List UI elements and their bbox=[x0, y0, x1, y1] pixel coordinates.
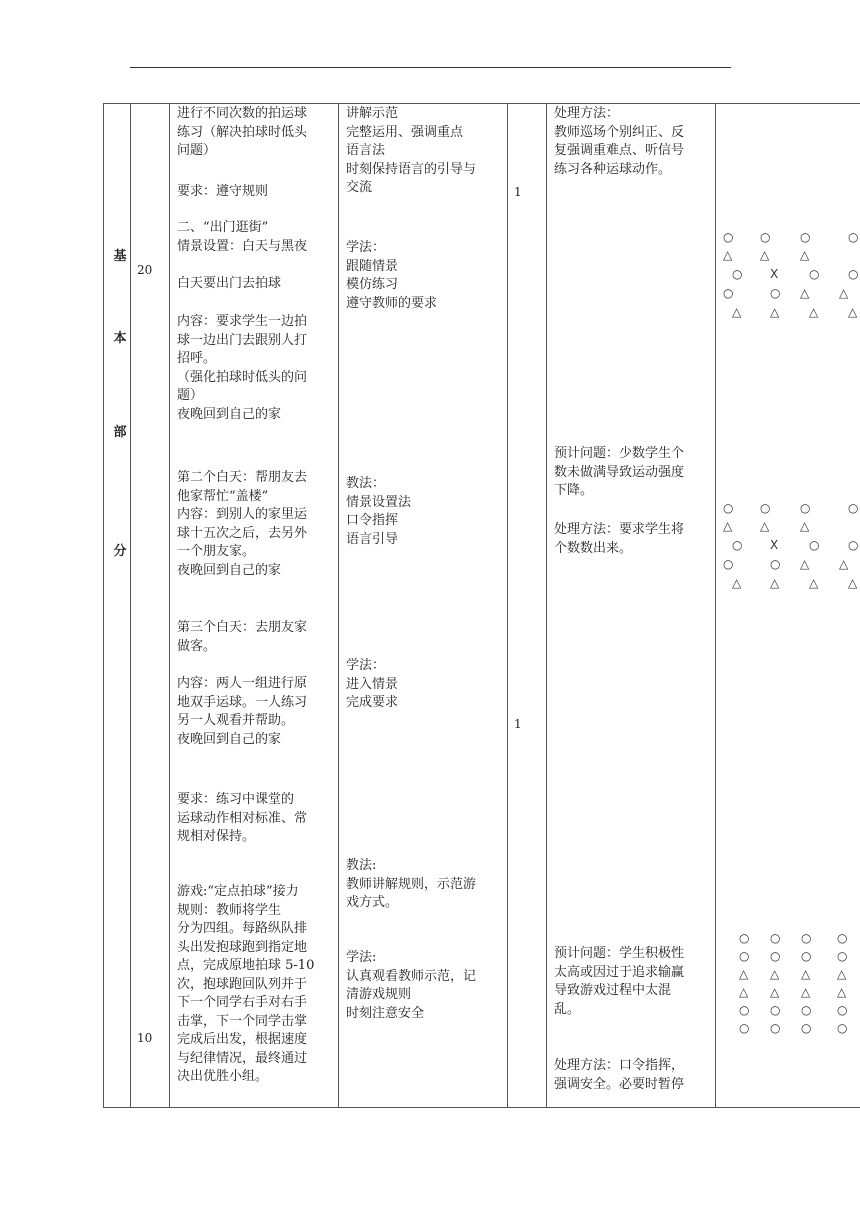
method-block: 学法： 跟随情景 模仿练习 遵守教师的要求 bbox=[346, 240, 438, 311]
note-block: 处理方法：要求学生将 个数数出来。 bbox=[554, 522, 685, 556]
col-border bbox=[103, 103, 104, 1107]
col-border bbox=[338, 103, 339, 1107]
student-marker: ○ bbox=[770, 1003, 781, 1017]
partner-marker: △ bbox=[839, 286, 849, 300]
partner-marker: △ bbox=[770, 967, 780, 981]
section-char: 本 bbox=[113, 331, 127, 346]
formation-diagram-2 bbox=[715, 501, 860, 601]
content-block: 游戏:“定点拍球”接力 规则：教师将学生 分为四组。每路纵队排 头出发抱球跑到指定地 点，完成原地拍球 5-10 次，抱球跑回队列并于 下一个同学右手对右手 击掌，下一个同学击掌 完成后出发，根据速度 与纪律情况，最终通过 决出优胜小组。 bbox=[177, 884, 315, 1084]
note-block: 预计问题：学生积极性 太高或因过于追求输赢 导致游戏过程中太混 乱。 bbox=[554, 946, 685, 1017]
student-marker: ○ bbox=[770, 557, 781, 571]
student-marker: ○ bbox=[848, 501, 859, 515]
table-bottom-border bbox=[103, 1107, 860, 1108]
header-rule bbox=[130, 67, 731, 68]
content-block: 二、“出门逛街” 情景设置：白天与黑夜 bbox=[177, 220, 308, 254]
student-marker: ○ bbox=[801, 949, 812, 963]
partner-marker: △ bbox=[760, 248, 770, 262]
partner-marker: △ bbox=[800, 286, 810, 300]
content-block: 进行不同次数的拍运球 练习（解决拍球时低头 问题） bbox=[177, 106, 308, 158]
student-marker: ○ bbox=[800, 501, 811, 515]
student-marker: ○ bbox=[723, 557, 734, 571]
col-border bbox=[169, 103, 170, 1107]
partner-marker: △ bbox=[801, 967, 811, 981]
student-marker: ○ bbox=[732, 538, 743, 552]
content-block: 第三个白天：去朋友家 做客。 bbox=[177, 620, 308, 654]
note-block: 预计问题：少数学生个 数未做满导致运动强度 下降。 bbox=[554, 446, 685, 498]
formation-diagram-1 bbox=[715, 230, 860, 330]
partner-marker: △ bbox=[723, 519, 733, 533]
partner-marker: △ bbox=[809, 576, 819, 590]
student-marker: ○ bbox=[848, 538, 859, 552]
partner-marker: △ bbox=[848, 305, 858, 319]
col-border bbox=[507, 103, 508, 1107]
method-block: 学法: 认真观看教师示范，记 清游戏规则 时刻注意安全 bbox=[346, 950, 477, 1021]
method-block: 教法: 教师讲解规则，示范游 戏方式。 bbox=[346, 858, 477, 910]
student-marker: ○ bbox=[801, 1021, 812, 1035]
section-char: 部 bbox=[113, 425, 127, 440]
method-block: 学法： 进入情景 完成要求 bbox=[346, 658, 399, 710]
count-value: 1 bbox=[514, 185, 522, 199]
student-marker: ○ bbox=[739, 949, 750, 963]
student-marker: ○ bbox=[723, 286, 734, 300]
partner-marker: △ bbox=[848, 576, 858, 590]
note-block: 处理方法：口令指挥， 强调安全。必要时暂停 bbox=[554, 1058, 685, 1092]
student-marker: ○ bbox=[801, 931, 812, 945]
student-marker: ○ bbox=[739, 1003, 750, 1017]
section-char: 基 bbox=[113, 249, 127, 264]
count-value: 1 bbox=[514, 717, 522, 731]
student-marker: ○ bbox=[760, 501, 771, 515]
student-marker: ○ bbox=[809, 538, 820, 552]
time-value: 20 bbox=[137, 263, 153, 277]
partner-marker: △ bbox=[739, 985, 749, 999]
student-marker: ○ bbox=[801, 1003, 812, 1017]
partner-marker: △ bbox=[839, 557, 849, 571]
partner-marker: △ bbox=[837, 985, 847, 999]
teacher-marker: X bbox=[770, 267, 779, 281]
student-marker: ○ bbox=[770, 931, 781, 945]
partner-marker: △ bbox=[770, 305, 780, 319]
partner-marker: △ bbox=[800, 557, 810, 571]
partner-marker: △ bbox=[770, 576, 780, 590]
student-marker: ○ bbox=[760, 230, 771, 244]
partner-marker: △ bbox=[770, 985, 780, 999]
col-border bbox=[546, 103, 547, 1107]
content-block: 要求：遵守规则 bbox=[177, 184, 269, 199]
col-border bbox=[130, 103, 131, 1107]
student-marker: ○ bbox=[800, 230, 811, 244]
student-marker: ○ bbox=[770, 1021, 781, 1035]
student-marker: ○ bbox=[723, 501, 734, 515]
student-marker: ○ bbox=[770, 286, 781, 300]
partner-marker: △ bbox=[732, 305, 742, 319]
teacher-marker: X bbox=[770, 538, 779, 552]
student-marker: ○ bbox=[809, 267, 820, 281]
student-marker: ○ bbox=[837, 1003, 848, 1017]
formation-diagram-3 bbox=[715, 931, 860, 1041]
section-char: 分 bbox=[113, 544, 127, 559]
partner-marker: △ bbox=[837, 967, 847, 981]
student-marker: ○ bbox=[848, 267, 859, 281]
content-block: 第二个白天：帮朋友去 他家帮忙“盖楼” 内容：到别人的家里运 球十五次之后，去另外 一个朋友家。 夜晚回到自己的家 bbox=[177, 470, 308, 578]
partner-marker: △ bbox=[809, 305, 819, 319]
lesson-plan-table bbox=[103, 103, 860, 1107]
student-marker: ○ bbox=[770, 949, 781, 963]
partner-marker: △ bbox=[800, 519, 810, 533]
method-block: 教法： 情景设置法 口令指挥 语言引导 bbox=[346, 476, 412, 547]
partner-marker: △ bbox=[801, 985, 811, 999]
note-block: 处理方法： 教师巡场个别纠正、反 复强调重难点、听信号 练习各种运球动作。 bbox=[554, 106, 685, 177]
student-marker: ○ bbox=[837, 931, 848, 945]
partner-marker: △ bbox=[760, 519, 770, 533]
content-block: 白天要出门去拍球 bbox=[177, 276, 282, 291]
content-block: 要求：练习中课堂的 运球动作相对标准、常 规相对保持。 bbox=[177, 792, 308, 844]
student-marker: ○ bbox=[732, 267, 743, 281]
table-top-border bbox=[103, 103, 860, 104]
student-marker: ○ bbox=[837, 1021, 848, 1035]
time-value: 10 bbox=[137, 1031, 153, 1045]
partner-marker: △ bbox=[732, 576, 742, 590]
partner-marker: △ bbox=[723, 248, 733, 262]
student-marker: ○ bbox=[739, 931, 750, 945]
partner-marker: △ bbox=[739, 967, 749, 981]
content-block: 内容：要求学生一边拍 球一边出门去跟别人打 招呼。 （强化拍球时低头的问 题） 夜晚回到自己的家 bbox=[177, 314, 308, 422]
student-marker: ○ bbox=[848, 230, 859, 244]
content-block: 内容：两人一组进行原 地双手运球。一人练习 另一人观看并帮助。 夜晚回到自己的家 bbox=[177, 676, 308, 747]
partner-marker: △ bbox=[800, 248, 810, 262]
method-block: 讲解示范 完整运用、强调重点 语言法 时刻保持语言的引导与 交流 bbox=[346, 106, 477, 195]
student-marker: ○ bbox=[739, 1021, 750, 1035]
student-marker: ○ bbox=[723, 230, 734, 244]
student-marker: ○ bbox=[837, 949, 848, 963]
